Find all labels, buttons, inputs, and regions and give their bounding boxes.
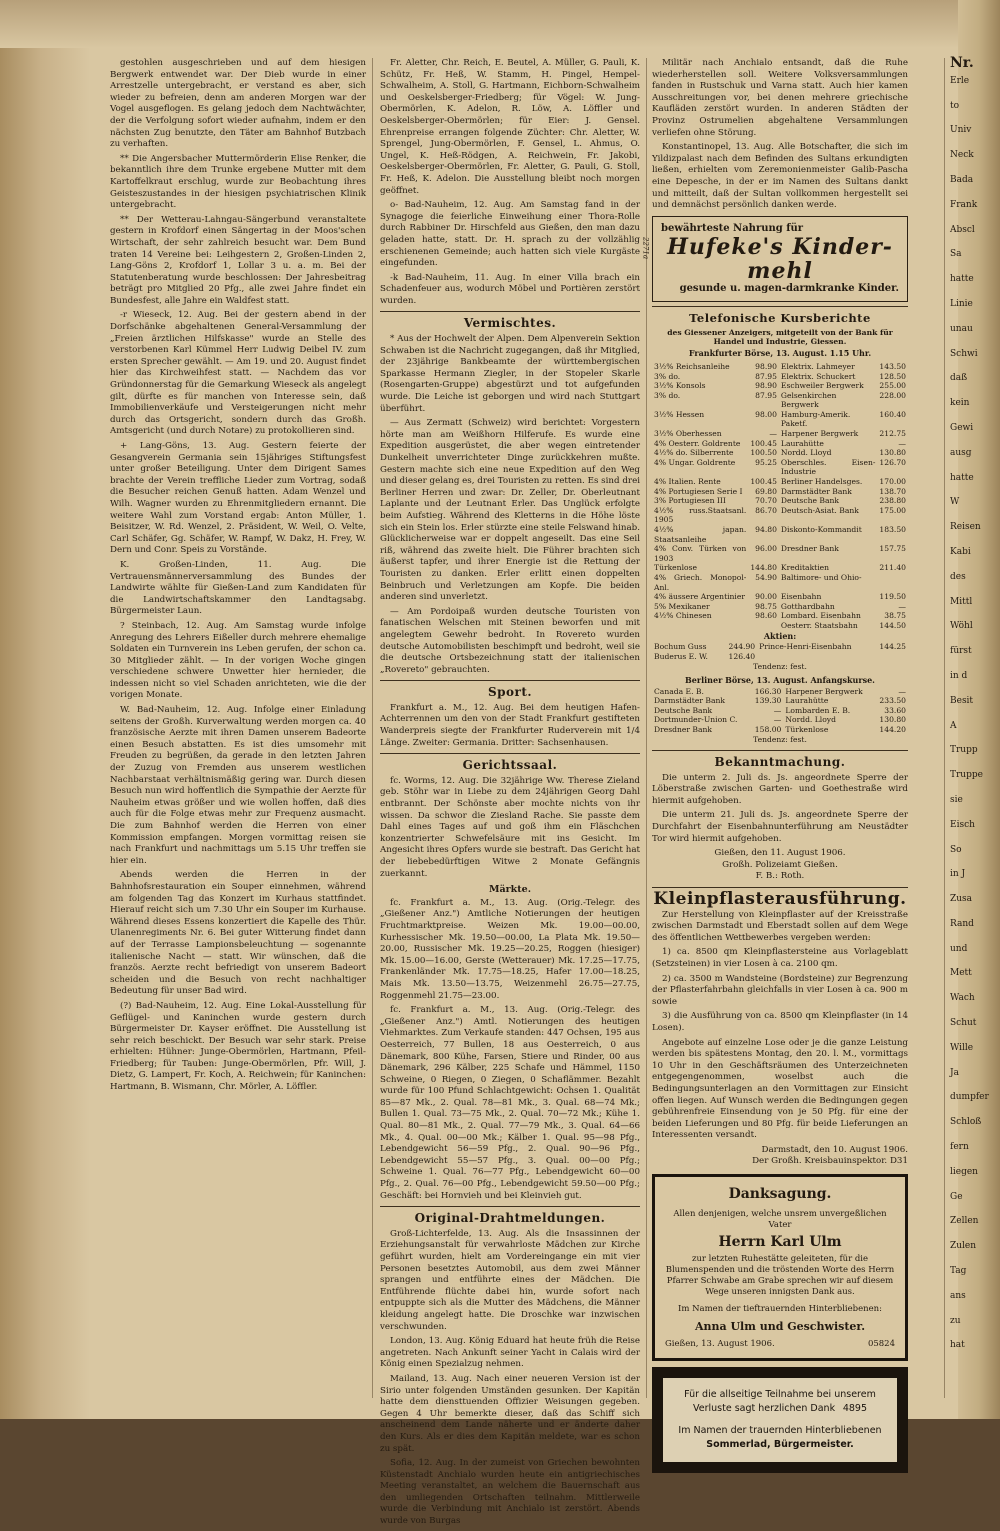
kurs-value: 94.80	[755, 525, 777, 534]
kurs-name: Oesterr. Staatsbahn	[780, 620, 858, 630]
kurs-row	[652, 652, 908, 662]
kurs-name: 3½% Konsols	[654, 381, 706, 391]
col2-paragraph: -k Bad-Nauheim, 11. Aug. In einer Villa brach ein Schadenfeuer aus, wodurch Möbel und Portièren zerstört wurden.	[380, 272, 640, 306]
kurs-value: 212.75	[879, 429, 906, 439]
kurs-value: 98.90	[755, 381, 777, 391]
cropped-line: des	[950, 571, 966, 582]
divider	[652, 750, 908, 751]
kurs-value: 130.80	[879, 715, 906, 725]
kurs-value: —	[898, 601, 906, 611]
kurs-name: Eschweiler Bergwerk	[780, 381, 864, 391]
col2-paragraph: fc. Worms, 12. Aug. Die 32jährige Ww. Therese Zieland geb. Stöhr war in Liebe zu dem 24jährigen Georg Dahl entbrannt. Der Schönste aber mochte nichts von ihr wissen. Da schwor die Ziesland Rache. Sie passte dem Dahl eines Tages auf und goß ihm ein Fläschchen konzentrierter Schwefelsäure mit ins Gesicht. Im Angesicht ihres Opfers wurde sie bestraft. Das Gericht hat der liebebedürftigen Witwe 2 Monate Gefängnis zuerkannt.	[380, 775, 640, 879]
kurs-row	[652, 715, 908, 725]
kurs-name: 4% Portugiesen Serie I	[654, 486, 743, 496]
kurs-value: 183.50	[879, 525, 906, 534]
cropped-line: hat	[950, 1340, 965, 1351]
kurs-name: 5% Mexikaner	[654, 601, 710, 611]
divider	[380, 311, 640, 312]
col2-paragraph: fc. Frankfurt a. M., 13. Aug. (Orig.-Telegr. des „Gießener Anz.") Amtl. Notierungen des heutigen Viehmarktes. Zum Verkaufe standen: 447 Ochsen, 195 aus Oesterreich, 77 Bullen, 18 aus Oesterreich, 0 aus Dänemark, 800 Kühe, Farsen, Stiere und Rinder, 00 aus Dänemark, 296 Kälber, 225 Schafe und Hämmel, 1150 Schweine, 0 Riegen, 0 Ziegen, 0 Schaflämmer. Bezahlt wurde für 100 Pfund Schlachtgewicht: Ochsen 1. Qualität 85—87 Mk., 2. Qual. 78—81 Mk., 3. Qual. 68—74 Mk.; Bullen 1. Qual. 73—75 Mk., 2. Qual. 70—72 Mk.; Kühe 1. Qual. 80—81 Mk., 2. Qual. 77—79 Mk., 3. Qual. 64—66 Mk., 4. Qual. 00—00 Mk.; Kälber 1. Qual. 95—98 Pfg., Lebendgewicht 56—59 Pfg., 2. Qual. 90—96 Pfg., Lebendgewicht 55—57 Pfg., 3. Qual. 00—00 Pfg.; Schweine 1. Qual. 76—77 Pfg., Lebendgewicht 60—00 Pfg., 2. Qual. 76—00 Pfg., Lebendgewicht 59.50—00 Pfg.; Geschäft: bei Hornvieh und bei Kleinvieh gut.	[380, 1005, 640, 1201]
kurs-value: 38.75	[884, 611, 906, 621]
kurs-value: 157.75	[879, 544, 906, 554]
kurs-name: 3% Portugiesen III	[654, 496, 726, 506]
kurs-row	[652, 487, 908, 497]
col3-paragraph: Konstantinopel, 13. Aug. Alle Botschafter, die sich im Yildizpalast nach dem Befinden des Sultans erkundigten ließen, erhielten vom Zeremonienmeister Galib-Pascha eine Depesche, in der er im Namen des Sultans dankt und mitteilt, daß der Sultan vollkommen hergestellt sei und demnächst persönlich danken werde.	[652, 142, 908, 211]
cropped-line: zu	[950, 1315, 961, 1326]
kurs-value: 98.75	[755, 601, 777, 611]
kurs-row	[652, 381, 908, 391]
kurs-value: 138.70	[879, 486, 906, 496]
cropped-line: Frank	[950, 199, 978, 210]
kursberichte-title: Telefonische Kursberichte	[689, 310, 871, 325]
section-heading-bekanntmachung: Bekanntmachung.	[714, 755, 846, 770]
kurs-row	[652, 706, 908, 716]
kurs-row	[652, 448, 908, 458]
kurs-value: 87.95	[755, 390, 777, 400]
kurs-name: Türkenlose	[654, 563, 697, 573]
notice-line-2-row	[673, 1402, 887, 1416]
col2-paragraph: * Aus der Hochwelt der Alpen. Dem Alpenverein Sektion Schwaben ist die Nachricht zugegangen, daß ihr Mitglied, der 23jährige Bankbeamte der württembergischen Sparkasse Hermann Ziegler, in der Stopeler Skarle (Rosengarten-Gruppe) abgestürzt und tot aufgefunden wurde. Die Leiche ist geborgen und wird nach Stuttgart überführt.	[380, 334, 640, 414]
kurs-row	[652, 611, 908, 621]
kurs-value	[877, 573, 908, 592]
kurs-row	[652, 372, 908, 382]
cropped-line: Rand	[950, 918, 974, 929]
cropped-line: Ja	[950, 1067, 959, 1078]
kurs-value: —	[773, 705, 782, 715]
col3-paragraph: Militär nach Anchialo entsandt, daß die Ruhe wiederherstellen soll. Weitere Volksversammlungen fanden in Rustschuk und Varna statt. Auch hier kamen Ausschreitungen vor, bei denen mehrere griechische Kaufläden zerstört wurden. In anderen Städten der Provinz Ostrumelien abgehaltene Versammlungen verliefen ohne Störung.	[652, 58, 908, 138]
cropped-line: Sa	[950, 249, 962, 260]
cropped-line: liegen	[950, 1166, 978, 1177]
column-4-cropped	[950, 55, 998, 1365]
kurs-row	[652, 602, 908, 612]
kurs-value	[748, 621, 779, 631]
col1-paragraph: K. Großen-Linden, 11. Aug. Die Vertrauensmännerversammlung des Bundes der Landwirte wählte für Gießen-Land zum Kandidaten für die Landwirtschaftskammer den Landtagsabg. Bürgermeister Laun.	[110, 559, 366, 617]
ad-brand: Hufeke's Kinder-mehl	[667, 233, 893, 284]
kurs-value: 143.50	[879, 361, 906, 371]
cropped-line: A	[950, 720, 957, 731]
danksagung-body: zur letzten Ruhestätte geleiteten, für die Blumenspenden und die tröstenden Worte des Herrn Pfarrer Schwabe am Grabe sprechen wir auf diesem Wege unseren innigsten Dank aus.	[665, 1254, 895, 1298]
cropped-line: in d	[950, 670, 968, 681]
notice-line-2: Verluste sagt herzlichen Dank	[693, 1402, 836, 1414]
kurs-value: 166.30	[754, 686, 782, 696]
kurs-name: Deutsch-Asiat. Bank	[780, 505, 859, 515]
kurs-name: Berliner Handelsges.	[780, 477, 863, 487]
kurs-value: 90.00	[755, 592, 777, 602]
advertisement-kindermehl	[641, 216, 908, 302]
aktien-label: Aktien:	[763, 630, 797, 641]
cropped-line: Abscl	[950, 224, 975, 235]
kurs-name: 3½% Hessen	[654, 409, 705, 419]
cropped-line: ans	[950, 1290, 966, 1301]
cropped-line: Zusa	[950, 894, 973, 905]
kurs-row	[652, 592, 908, 602]
col1-paragraph: ? Steinbach, 12. Aug. Am Samstag wurde infolge Anregung des Lehrers Eißeller durch mehrere ehemalige Soldaten ein Turnverein ins Leben gerufen, der schon ca. 30 Mitglieder zählt. — In der vorigen Woche gingen verschiedene schwere Unwetter hier hernieder, die indessen nicht so viel Schaden anrichteten, wie die der vorigen Monate.	[110, 620, 366, 701]
aktien-table	[652, 642, 908, 661]
kurs-value: 175.00	[879, 505, 906, 515]
cropped-line: Wach	[950, 993, 975, 1004]
column-rule-1	[372, 58, 373, 1398]
cropped-line: Mittl	[950, 596, 973, 607]
danksagung-place: Gießen, 13. August 1906.	[665, 1338, 775, 1349]
kurs-row	[652, 496, 908, 506]
tendenz-label: Tendenz: fest.	[753, 662, 807, 672]
kurs-row	[652, 439, 908, 449]
kurs-value: 126.40	[728, 651, 756, 661]
frankfurt-kurs-table	[652, 362, 908, 631]
col1-paragraph: + Lang-Göns, 13. Aug. Gestern feierte der Gesangverein Germania sein 15jähriges Stiftungsfest unter großer Beteiligung. Unter dem Dirigent Sames brachte der Verein treffliche Lieder zum Vortrag, sodaß die Besucher reichen Genuß hatten. Adam Wenzel und Wilh. Wagner wurden zu Ehrenmitgliedern ernannt. Die weitere Wahl zum Vorstand ergab: Anton Müller, 1. Beisitzer, W. Rd. Wenzel, 2. Präsident, W. Weil, O. Velte, Carl Schäfer, Gg. Schäfer, W. Rampf, W. Dakz, H. Frey, W. Dern und Conr. Speis zu Vorstände.	[110, 441, 366, 556]
notice-code: 4895	[842, 1402, 867, 1414]
kurs-value: 54.90	[755, 572, 777, 582]
danksagung-sommerlad	[652, 1367, 908, 1473]
kurs-row	[652, 506, 908, 525]
col2-paragraph: Sofia, 12. Aug. In der zumeist von Griechen bewohnten Küstenstadt Anchialo wurden heute ein antigriechisches Meeting veranstaltet, an welchem die Bauernschaft aus den umliegenden Ortschaften teilnahm. Mittlerweile wurde die Verbindung mit Anchialo ist zerstört. Abends wurde von Burgas	[380, 1458, 640, 1527]
kurs-row	[652, 687, 908, 697]
kurs-name: Harpener Bergwerk	[785, 686, 863, 696]
kurs-value: —	[898, 686, 906, 696]
cropped-line: W	[950, 497, 960, 508]
col3-paragraph: 3) die Ausführung von ca. 8500 qm Kleinpflaster (in 14 Losen).	[652, 1011, 908, 1033]
cropped-line: Nr.	[950, 55, 974, 71]
kurs-name: Darmstädter Bank	[780, 486, 852, 496]
cropped-line: Erle	[950, 75, 970, 86]
cropped-line: So	[950, 844, 962, 855]
column-2	[380, 58, 640, 1531]
kurs-name: Dortmunder-Union C.	[654, 715, 738, 725]
kurs-row	[652, 642, 908, 652]
col1-paragraph: -r Wieseck, 12. Aug. Bei der gestern abend in der Dorfschänke abgehaltenen General-Versammlung der „Freien ärztlichen Hilfskasse" wurde an Stelle des verstorbenen Karl Kümmel Herr Ludwig Deibel IV. zum ersten Sprecher gewählt. — Am 19. und 20. August findet hier das Kirchweihfest statt. — Nachdem das vor Gründonnerstag für die Gemarkung Wieseck als angelegt gilt, dürfte es für manchen von Interesse sein, daß Immobilienverkäufe und Versteigerungen nicht mehr durch das Ortsgericht, sondern durch das Großh. Amtsgericht (und durch Notare) zu protokollieren sind.	[110, 310, 366, 437]
cropped-line: und	[950, 943, 968, 954]
ad-subline: gesunde u. magen-darmkranke Kinder.	[679, 282, 899, 294]
cropped-line: fürst	[950, 646, 972, 657]
kurs-name: Buderus E. W.	[654, 651, 708, 661]
cropped-line: Reisen	[950, 522, 981, 533]
berlin-kurs-table	[652, 687, 908, 735]
bekannt-signature: F. B.: Roth.	[755, 871, 805, 882]
kurs-value: 86.70	[755, 505, 777, 515]
cropped-line: Bada	[950, 174, 974, 185]
kurs-value	[872, 652, 908, 662]
ad-code: 2271a	[641, 236, 650, 259]
kurs-value: 98.60	[755, 611, 777, 621]
col2-paragraph: Groß-Lichterfelde, 13. Aug. Als die Insassinnen der Erziehungsanstalt für verwahrloste Mädchen zur Kirche geführt wurden, hielt am Vordereingange ein mit vier Personen besetztes Automobil, aus dem zwei Männer sprangen und entführte eines der Mädchen. Die Entführende flüchte dabei hin, wurde sofort nach entpuppte sich als die Mutter des Mädchens, die Männer kleidung angelegt hatte. Die Droschke war inzwischen verschwunden.	[380, 1228, 640, 1332]
kurs-name: Laurahütte	[785, 696, 829, 706]
col1-paragraph: W. Bad-Nauheim, 12. Aug. Infolge einer Einladung seitens der Großh. Kurverwaltung werden morgen ca. 40 französische Aerzte mit ihren Damen unserem Badeorte einen Besuch abstatten. Es ist dies umsomehr mit Freuden zu begrüßen, da gerade in den letzten Jahren der Zuzug von Fremden aus unserem westlichen Nachbarstaat verhältnismäßig gering war. Durch diesen Besuch nun wird hoffentlich die Sympathie der Aerzte für Nauheim etwas größer und wie wollen hoffen, daß dies auch für die Folge etwas mehr zur Frequenz ausmacht. Die zum Bahnhof werden die Herren von einer Kommission empfangen. Morgen vormittag reisen sie nach Frankfurt und nachmittags um 5.15 Uhr treffen sie hier ein.	[110, 705, 366, 866]
kurs-name: Lombard. Eisenbahn	[780, 611, 861, 621]
kurs-name: Dresdner Bank	[780, 544, 839, 554]
kurs-name: Oberschles. Eisen-Industrie	[780, 457, 876, 477]
cropped-line: unau	[950, 323, 973, 334]
kurs-name: Deutsche Bank	[780, 496, 839, 506]
col2-paragraph: London, 13. Aug. König Eduard hat heute früh die Reise angetreten. Nach Ankunft seiner Yacht in Calais wird der König einen Spezialzug nehmen.	[380, 1336, 640, 1370]
cropped-line: Neck	[950, 150, 974, 161]
kurs-value: 211.40	[879, 563, 906, 573]
cropped-line: Eisch	[950, 819, 975, 830]
kurs-row	[652, 458, 908, 477]
col1-paragraph: ** Der Wetterau-Lahngau-Sängerbund veranstaltete gestern in Krofdorf einen Sängertag in der Moos'schen Wirtschaft, der sehr zahlreich besucht war. Dem Bund traten 14 Vereine bei: Leihgestern 2, Großen-Linden 2, Lang-Göns 2, Krofdorf 1, Lollar 3 u. a. m. Bei der Statutenberatung wurde beschlossen: Der Jahresbeitrag beträgt pro Mitglied 20 Pfg., alle zwei Jahre findet ein Bundesfest, alle Jahre ein Waldfest statt.	[110, 214, 366, 306]
kurs-value: 69.80	[755, 486, 777, 496]
kurs-row	[652, 725, 908, 735]
cropped-line: sie	[950, 794, 963, 805]
col3-paragraph: Zur Herstellung von Kleinpflaster auf der Kreisstraße zwischen Darmstadt und Eberstadt sollen auf dem Wege des öffentlichen Wettbewerbes vergeben werden:	[652, 909, 908, 943]
cropped-line: Gewi	[950, 422, 974, 433]
kurs-name: Türkenlose	[785, 724, 829, 734]
notice-inner	[662, 1377, 898, 1463]
kurs-value: 228.00	[879, 390, 906, 400]
col3-paragraph: Die unterm 2. Juli ds. Js. angeordnete Sperre der Löberstraße zwischen Garten- und Goethestraße wird hiermit aufgehoben.	[652, 772, 908, 806]
section-heading-vermischtes: Vermischtes.	[463, 316, 557, 331]
cropped-line: daß	[950, 373, 968, 384]
kurs-value: 144.25	[879, 642, 906, 652]
bekannt-authority: Großh. Polizeiamt Gießen.	[722, 859, 838, 870]
kurs-value: 144.50	[879, 620, 906, 630]
kurs-value: —	[769, 429, 777, 439]
cropped-line: Truppe	[950, 770, 983, 781]
kurs-value: 70.70	[755, 496, 777, 506]
kurs-name: 3% do.	[654, 371, 681, 381]
kurs-name: 3% do.	[654, 390, 681, 400]
kurs-row	[652, 563, 908, 573]
col2-paragraph: — Aus Zermatt (Schweiz) wird berichtet: Vorgestern hörte man am Weißhorn Hilferufe. Es wurde eine Expedition ausgerüstet, die aber wegen eintretender Dunkelheit unverrichteter Dinge zurückkehren mußte. Gestern machte sich eine neue Expedition auf den Weg und dieser gelang es, drei Touristen zu retten. Es sind drei Berliner Herren und zwar: Dr. Zeller, Dr. Oberleutnant Laplante und der Leutnant Erler. Das Unglück erfolgte beim Aufstieg. Während des Kletterns in die Höhe löste sich ein Stein los. Erler stürzte eine steile Felswand hinab. Glücklicherweise war er doppelt angeseilt. Das eine Seil riß, während das zweite hielt. Die Führer brachten sich äußerst tapfer, und ihrer Energie ist die Rettung der Touristen zu danken. Erler erlitt einen doppelten Beinbruch und Verletzungen am Kopfe. Die beiden anderen sind unverletzt.	[380, 418, 640, 603]
kurs-value: 98.00	[755, 409, 777, 419]
notice-line-4: Sommerlad, Bürgermeister.	[706, 1438, 854, 1450]
col2-paragraph: Mailand, 13. Aug. Nach einer neueren Version ist der Sirio unter folgenden Umständen gesunken. Der Kapitän hatte dem diensttuenden Offizier Weisungen gegeben. Gegen 4 Uhr bemerkte dieser, daß das Schiff sich anscheinend dem Lande näherte und er änderte daher den Kurs. Als er dies dem Kapitän meldete, war es schon zu spät.	[380, 1373, 640, 1454]
kurs-value: 233.50	[879, 696, 906, 706]
kurs-value: 95.25	[755, 457, 777, 467]
danksagung-title: Danksagung.	[728, 1186, 832, 1203]
col2-paragraph: Fr. Aletter, Chr. Reich, E. Beutel, A. Müller, G. Pauli, K. Schütz, Fr. Heß, W. Stamm, H. Pingel, Hempel-Schwalheim, A. Stoll, G. Hartmann, Eichborn-Schwalheim und Oeskelsberger-Friedberg; für Vögel: W. Jung-Obermörlen, K. Adelon, R. Löw, A. Löffler und Oeskelsberger-Obermörlen; für Eier: J. Gensel. Ehrenpreise errangen folgende Züchter: Chr. Aletter, W. Sprengel, Jung-Obermörlen, F. Gensel, L. Ahmus, O. Ungel, K. Heß-Rödgen, A. Reichwein, Fr. Jakobi, Oeskelsberger-Obermörlen, Fr. Aletter, G. Pauli, G. Stoll, Fr. Heß, K. Adelon. Die Ausstellung bleibt noch morgen geöffnet.	[380, 58, 640, 196]
col2-paragraph: — Am Pordoipaß wurden deutsche Touristen von fanatischen Welschen mit Steinen beworfen und mit angelegtem Gewehr bedroht. In Rovereto wurden deutsche Automobilisten beschimpft und bedroht, weil sie die deutsche Ortsbezeichnung statt der italienischen „Rovereto" gebrauchten.	[380, 606, 640, 675]
frankfurt-boerse-label: Frankfurter Börse, 13. August. 1.15 Uhr.	[688, 348, 872, 359]
col1-paragraph: gestohlen ausgeschrieben und auf dem hiesigen Bergwerk entwendet war. Der Dieb wurde in einer Arrestzelle untergebracht, er verstand es aber, sich wieder zu befreien, denn am anderen Morgen war der Vogel ausgeflogen. Es gelang jedoch dem Nachtwächter, der die Verfolgung sofort wieder aufnahm, indem er den nächsten Zug benutzte, den Täter am Bahnhof Butzbach zu verhaften.	[110, 58, 366, 150]
col3-paragraph: 2) ca. 3500 m Wandsteine (Bordsteine) zur Begrenzung der Pflasterfahrbahn gleichfalls in vier Losen à ca. 900 m sowie	[652, 973, 908, 1007]
kurs-value: 238.80	[879, 496, 906, 506]
notice-line-3: Im Namen der trauernden Hinterbliebenen	[678, 1424, 882, 1436]
section-heading-kleinpflaster: Kleinpflasterausführung.	[653, 889, 907, 909]
col2-paragraph: fc. Frankfurt a. M., 13. Aug. (Orig.-Telegr. des „Gießener Anz.") Amtliche Notierungen der heutigen Fruchtmarktpreise. Weizen Mk. 19.00—00.00, Kurhessischer Mk. 19.50—00.00, La Plata Mk. 19.50—20.00, Russischer Mk. 19.25—20.25, Roggen (hiesiger) Mk. 15.00—16.00, Gerste (Wetterauer) Mk. 17.25—17.75, Frankenländer Mk. 17.75—18.25, Hafer 17.00—18.25, Mais Mk. 13.50—13.75, Weizenmehl 26.75—27.75, Roggenmehl 21.75—23.00.	[380, 897, 640, 1001]
kurs-name: 3½% Oberhessen	[654, 429, 722, 439]
kurs-row	[652, 362, 908, 372]
kurs-value: 126.70	[879, 457, 906, 467]
kurs-value: 119.50	[879, 592, 906, 602]
danksagung-footer	[665, 1339, 895, 1350]
cropped-line: Zulen	[950, 1241, 977, 1252]
kurs-name: Bochum Guss	[654, 642, 707, 652]
divider	[652, 887, 908, 888]
page-top-shadow	[0, 0, 1000, 48]
col2-paragraph: o- Bad-Nauheim, 12. Aug. Am Samstag fand in der Synagoge die feierliche Einweihung einer Thora-Rolle durch Rabbiner Dr. Hirschfeld aus Gießen, den man dazu geladen hatte, statt. Dr. H. sprach zu der vollzählig erschienenen Gemeinde; auch hatten sich viele Kurgäste eingefunden.	[380, 200, 640, 269]
cropped-line: Schut	[950, 1018, 977, 1029]
ad-tagline: bewährteste Nahrung für	[661, 222, 804, 234]
kurs-row	[652, 696, 908, 706]
col3-paragraph: Die unterm 21. Juli ds. Js. angeordnete Sperre der Durchfahrt der Eisenbahnunterführung am Neustädter Tor wird hiermit aufgehoben.	[652, 810, 908, 844]
berliner-boerse-label: Berliner Börse, 13. August. Anfangskurse.	[685, 674, 875, 685]
section-heading-sport: Sport.	[487, 685, 533, 700]
kurs-name	[757, 652, 872, 662]
column-3	[641, 58, 908, 1479]
danksagung-ulm	[652, 1174, 908, 1361]
kurs-row	[652, 477, 908, 487]
kurs-value: 158.00	[754, 724, 782, 734]
tendenz-label-2: Tendenz: fest.	[753, 735, 807, 745]
kurs-name: 4½% japan. Staatsanleihe	[654, 525, 747, 544]
cropped-line: Wöhl	[950, 621, 973, 632]
kurs-value: 33.60	[884, 705, 906, 715]
divider	[380, 753, 640, 754]
kurs-value: 87.95	[755, 371, 777, 381]
kursberichte-subtitle: des Giessener Anzeigers, mitgeteilt von der Bank für Handel und Industrie, Giessen.	[667, 328, 893, 347]
kurs-name: Harpener Bergwerk	[780, 429, 859, 439]
kurs-name: 4½% do. Silberrente	[654, 448, 734, 458]
col1-paragraph: (?) Bad-Nauheim, 12. Aug. Eine Lokal-Ausstellung für Geflügel- und Kaninchen wurde gestern durch Bürgermeister Dr. Kayser eröffnet. Die Ausstellung ist sehr reich beschickt. Der Besuch war sehr stark. Preise erhielten: Hühner: Junge-Obermörlen, Hartmann, Pfeil-Friedberg; für Tauben: Junge-Obermörlen, Pfr. Will, J. Dietz, G. Lampert, Fr. Koch, A. Reichwein; für Kaninchen: Hartmann, B. Wismann, Chr. Mörler, A. Löffler.	[110, 1000, 366, 1093]
col1-paragraph: Abends werden die Herren in der Bahnhofsrestauration ein Souper einnehmen, während am folgenden Tag das Konzert im Kurhaus stattfindet. Hierauf reicht sich um 7.30 Uhr ein Souper im Kurhause. Während dieses Essens konzertiert die Kapelle des Thür. Ulanenregiments Nr. 6. Bei guter Witterung findet dann auf der Terrasse Lampionsbeleuchtung — sogenannte italienische Nacht — statt. Wir wünschen, daß die französ. Aerzte recht befriedigt von unserem Badeort scheiden und die Besuch von recht nachhaltiger Bedeutung für unser Bad wird.	[110, 870, 366, 997]
cropped-line: Mett	[950, 968, 972, 979]
kurs-name: Baltimore- und Ohio-	[780, 572, 862, 582]
cropped-line: Univ	[950, 125, 972, 136]
kurs-row	[652, 429, 908, 439]
divider	[652, 306, 908, 307]
kurs-value: 160.40	[879, 409, 906, 419]
kurs-name: Prince-Henri-Eisenbahn	[759, 642, 852, 652]
cropped-line: Wille	[950, 1042, 974, 1053]
kurs-name: Gotthardbahn	[780, 601, 835, 611]
cropped-line: in J	[950, 869, 966, 880]
cropped-line: Trupp	[950, 745, 978, 756]
kurs-name: 4% Oesterr. Goldrente	[654, 438, 741, 448]
cropped-line: ausg	[950, 447, 972, 458]
kurs-name: 4½% russ.Staatsanl. 1905	[654, 505, 747, 525]
col2-paragraph: Frankfurt a. M., 12. Aug. Bei dem heutigen Hafen-Achterrennen um den von der Stadt Frankfurt gestifteten Wanderpreis siegte der Frankfurter Ruderverein mit 1/4 Länge. Zweiter: Germania. Dritter: Sachsenhausen.	[380, 702, 640, 748]
cropped-line: to	[950, 100, 960, 111]
cropped-line: Ge	[950, 1191, 963, 1202]
kurs-name	[652, 621, 748, 631]
kurs-value: —	[773, 715, 782, 725]
danksagung-family: Anna Ulm und Geschwister.	[694, 1320, 866, 1334]
kurs-name: Elektrix. Lahmeyer	[780, 361, 855, 371]
cropped-line: Zellen	[950, 1216, 979, 1227]
kurs-row	[652, 621, 908, 631]
kurs-name: 4% äussere Argentinier	[654, 592, 745, 602]
kurs-value: 96.00	[755, 544, 777, 554]
kurs-name: Laurahütte	[780, 438, 824, 448]
kurs-row	[652, 573, 908, 592]
section-heading-gerichtssaal: Gerichtssaal.	[462, 758, 558, 773]
kurs-name: Lombarden E. B.	[785, 705, 851, 715]
kurs-name: Hamburg-Amerik. Paketf.	[780, 409, 851, 429]
column-rule-3	[944, 58, 945, 1398]
cropped-line: hatte	[950, 274, 974, 285]
kurs-value: 144.80	[750, 563, 777, 573]
col3-paragraph: Angebote auf einzelne Lose oder je die ganze Leistung werden bis spätestens Montag, den 20. l. M., vormittags 10 Uhr in den Geschäftsräumen des Unterzeichneten entgegengenommen, woselbst auch die Bedingungsunterlagen an den Vormittagen zur Einsicht offen liegen. Auf Wunsch werden die Bedingungen gegen gebührenfreie Einsendung von je 50 Pfg. für eine der beiden Lieferungen und 80 Pfg. für beide Lieferungen an Interessenten versandt.	[652, 1037, 908, 1141]
kurs-value: 144.20	[879, 724, 906, 734]
kurs-row	[652, 525, 908, 544]
kurs-value: —	[898, 438, 906, 448]
col3-paragraph: 1) ca. 8500 qm Kleinpflastersteine aus Vorlageblatt (Setzsteinen) in vier Losen à ca. 2100 qm.	[652, 947, 908, 969]
subheading-maerkte: Märkte.	[489, 884, 531, 896]
cropped-line: Linie	[950, 298, 973, 309]
kurs-value: 130.80	[879, 448, 906, 458]
column-rule-2	[646, 58, 647, 1398]
kurs-value: 100.50	[750, 448, 777, 458]
kurs-value: 128.50	[879, 371, 906, 381]
kurs-row	[652, 410, 908, 429]
danksagung-code: 05824	[867, 1338, 895, 1349]
kurs-row	[652, 391, 908, 410]
cropped-line: Kabi	[950, 546, 971, 557]
kurs-value: 100.45	[750, 438, 777, 448]
kurs-value: 170.00	[879, 477, 906, 487]
col1-paragraph: ** Die Angersbacher Muttermörderin Elise Renker, die bekanntlich ihre dem Trunke ergebene Mutter mit dem Kartoffelkraut erschlug, wurde zur Beobachtung ihres Geisteszustandes in der hiesigen psychiatrischen Klinik untergebracht.	[110, 153, 366, 211]
kurs-name: 4½% Chinesen	[654, 611, 712, 621]
column-1	[110, 58, 366, 1097]
kurs-name: Nordd. Lloyd	[780, 448, 832, 458]
divider	[380, 680, 640, 681]
kurs-name: Diskonto-Kommandit	[780, 525, 862, 534]
kurs-name: Kreditaktien	[780, 563, 830, 573]
danksagung-family-intro: Im Namen der tieftrauernden Hinterbliebenen:	[677, 1304, 882, 1315]
cropped-line: fern	[950, 1142, 969, 1153]
kurs-value: 139.30	[754, 696, 782, 706]
kurs-name: Eisenbahn	[780, 592, 822, 602]
kurs-name: 4% Italien. Rente	[654, 477, 721, 487]
kurs-name: Elektrix. Schuckert	[780, 371, 856, 381]
kurs-name: Canada E. B.	[654, 686, 704, 696]
kurs-name: Darmstädter Bank	[654, 696, 725, 706]
bekannt-date: Gießen, den 11. August 1906.	[714, 848, 846, 859]
klein-date: Darmstadt, den 10. August 1906.	[761, 1144, 908, 1155]
divider	[380, 1206, 640, 1207]
kurs-name: 4% Griech. Monopol-Anl.	[654, 572, 747, 592]
cropped-line: Schwi	[950, 348, 978, 359]
klein-code: D31	[889, 1156, 908, 1167]
klein-authority-text: Der Großh. Kreisbauinspektor.	[752, 1156, 888, 1167]
kurs-value: 98.90	[755, 361, 777, 371]
kurs-name: Deutsche Bank	[654, 705, 713, 715]
danksagung-intro: Allen denjenigen, welche unsrem unvergeßlichen Vater	[673, 1208, 887, 1230]
kurs-name: 3½% Reichsanleihe	[654, 361, 730, 371]
klein-authority	[652, 1156, 908, 1168]
kurs-value: 244.90	[728, 642, 756, 652]
kurs-name: Nordd. Lloyd	[785, 715, 836, 725]
section-heading-drahtmeldungen: Original-Drahtmeldungen.	[414, 1211, 606, 1226]
kurs-name: Dresdner Bank	[654, 724, 712, 734]
cropped-line: Tag	[950, 1266, 967, 1277]
kurs-name: 4% Ungar. Goldrente	[654, 457, 736, 467]
kurs-name: 4% Conv. Türken von 1903	[654, 544, 747, 563]
notice-line-1: Für die allseitige Teilnahme bei unserem	[684, 1388, 876, 1400]
kurs-value: 100.45	[750, 477, 777, 487]
kurs-value: 255.00	[879, 381, 906, 391]
cropped-line: Besit	[950, 695, 974, 706]
cropped-line: Schloß	[950, 1117, 982, 1128]
cropped-line: dumpfer	[950, 1092, 989, 1103]
cropped-line: kein	[950, 398, 970, 409]
cropped-line: hatte	[950, 472, 974, 483]
danksagung-name: Herrn Karl Ulm	[718, 1233, 842, 1250]
kurs-row	[652, 544, 908, 563]
kurs-name: Gelsenkirchen Bergwerk	[780, 390, 837, 410]
